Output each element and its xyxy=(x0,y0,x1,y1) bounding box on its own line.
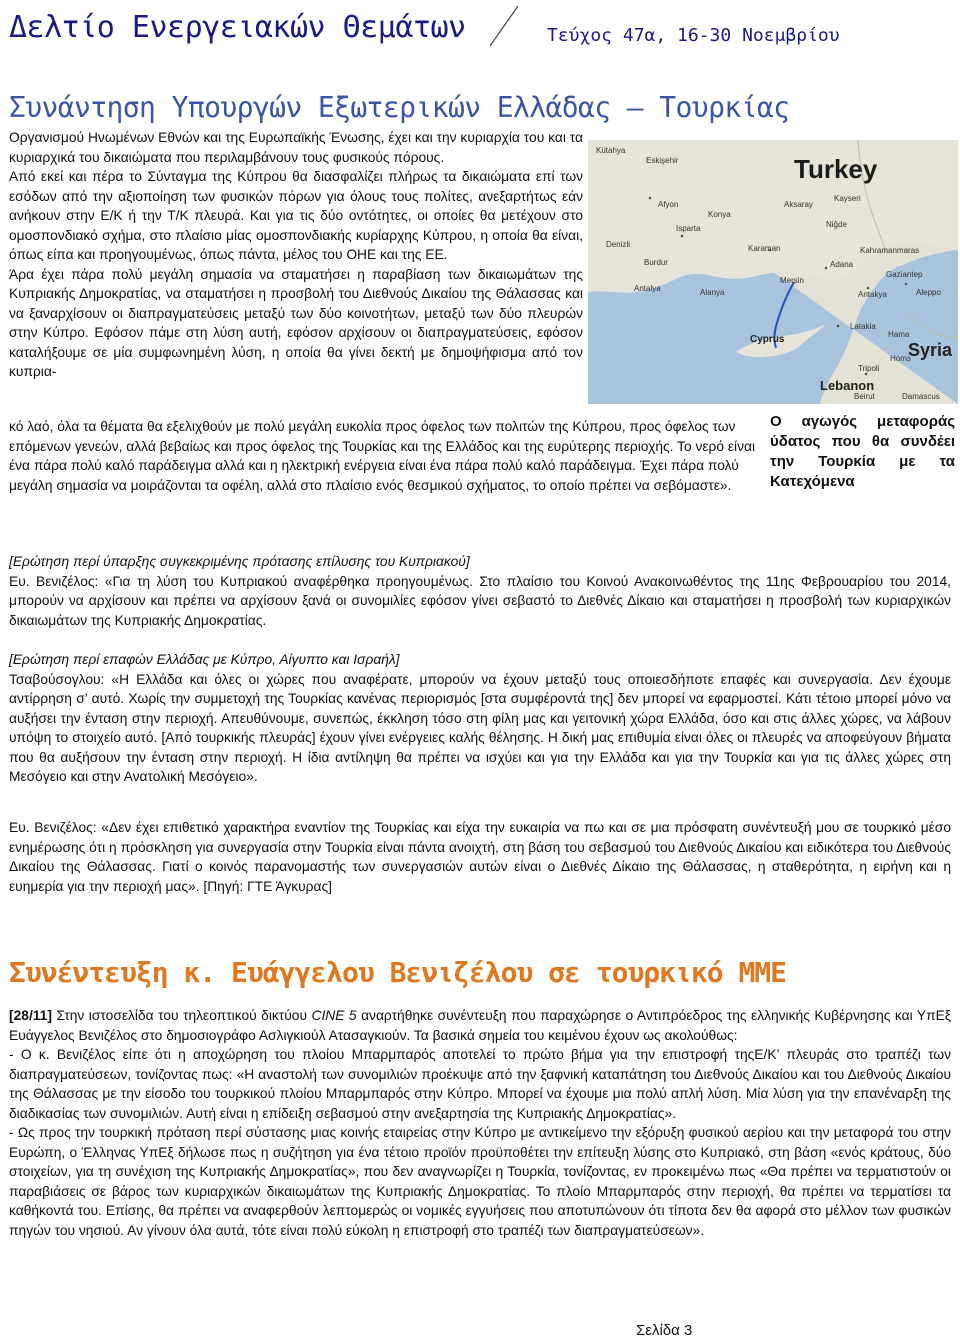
map-caption: Ο αγωγός μεταφοράς ύδατος που θα συνδέει την Τουρκία με τα Κατεχόμενα xyxy=(770,413,955,490)
map-label: Denizli xyxy=(606,240,631,249)
paragraph: Ευ. Βενιζέλος: «Για τη λύση του Κυπριακού αναφέρθηκα προηγουμένως. Στο πλαίσιο του Κοινού Ανακοινωθέντος της 11ης Φεβρουαρίου του 2014, μπορούν να αρχίσουν και πρέπει να αρχίσουν ξανά οι συνομιλίες εφόσον γίνει σεβαστό το Διεθνές Δίκαιο και σταματήσει η προσβολή των κυριαρχικών δικαιωμάτων της Κυπριακής Δημοκρατίας. xyxy=(9,573,951,628)
paragraph: Ευ. Βενιζέλος: «Δεν έχει επιθετικό χαρακτήρα εναντίον της Τουρκίας και είχα την ευκαιρία να πω και σε μια πρόσφατη συνέντευξή μου σε τουρκικό μέσο ενημέρωσης ότι η πρόσκληση για συνεργασία στην Τουρκία είναι πάντα ανοιχτή, στη βάση του σεβασμού του Διεθνούς Δικαίου και ειδικότερα του Διεθνούς Δικαίου της Θάλασσας. Γιατί ο κοινός παρανομαστής των συνεργασιών αυτών είναι ο Διεθνές Δίκαιο της Θάλασσας, η σταθερότητα, η ειρήνη και η ευημερία για την περιοχή μας». [Πηγή: ΓΤΕ Άγκυρας] xyxy=(9,820,951,894)
map-label: Adana xyxy=(830,260,854,269)
paragraph: - Ο κ. Βενιζέλος είπε ότι η αποχώρηση του πλοίου Μπαρμπαρός αποτελεί το πρώτο βήμα για την επιστροφή τηςΕ/Κ’ πλευράς στο τραπέζι των διαπραγματεύσεων, τονίζοντας πως: «Η αναστολή των συνομιλιών προέκυψε από την ξαφνική καταπάτηση του Διεθνούς Δικαίου και του Διεθνούς Δικαίου της Θάλασσας με την είσοδο του τουρκικού πλοίου Μπαρμπαρός στην Κύπρο. Μπορεί να έχουμε μια πολύ απλή λύση. Μία λύση για την επανέναρξη της διαδικασίας των συνομιλιών. Αυτή είναι η επίδειξη σεβασμού στην ανεξαρτησία της Κυπριακής Δημοκρατίας». xyxy=(9,1047,951,1121)
paragraph xyxy=(9,1006,951,1045)
header-divider-slash xyxy=(484,4,524,48)
map-label: Konya xyxy=(708,210,731,219)
intro-text: Στην ιστοσελίδα του τηλεοπτικού δικτύου xyxy=(51,1008,312,1023)
paragraph: Τσαβούσογλου: «Η Ελλάδα και όλες οι χώρες που αναφέρατε, μπορούν να έχουν μεταξύ τους οποιεσδήποτε επαφές και συνεργασία. Δεν έχουμε αντίρρηση σ’ αυτό. Χωρίς την συμμετοχή της Τουρκίας κανένας περιορισμός [στα συμφέροντά της] δεν μπορεί να εφαρμοστεί. Κάτι τέτοιο μπορεί μόνο να αυξήσει την ένταση στην περιοχή. Απευθύνουμε, συνεπώς, έκκληση τόσο στη φίλη μας και γειτονική χώρα Ελλάδα, όσο και στις άλλες χώρες, να λάβουν υπόψη το στοιχείο αυτό. [Από τουρκικής πλευράς] έχουν γίνει ενέργειες καλής θέλησης. Η δική μας επιθυμία είναι όλες οι πλευρές να αποφεύγουν βήματα που θα αυξήσουν την ένταση στην περιοχή. Η ίδια αντίληψη θα πρέπει να ισχύει και για την Ελλάδα και για την Τουρκία και για τις άλλες χώρες στη Μεσόγειο και στην Ανατολική Μεσόγειο». xyxy=(9,671,951,784)
map-label: Tripoli xyxy=(858,364,880,373)
map-label: Homs xyxy=(890,354,911,363)
question-block-2 xyxy=(9,650,951,787)
question-block-1 xyxy=(9,552,951,630)
question-heading: [Ερώτηση περί ύπαρξης συγκεκριμένης πρότασης επίλυσης του Κυπριακού] xyxy=(9,554,470,569)
pipeline-map xyxy=(588,140,958,404)
map-label: Alanya xyxy=(700,288,725,297)
map-label-syria: Syria xyxy=(908,340,953,360)
issue-label: Τεύχος 47α, 16-30 Νοεμβρίου xyxy=(547,25,840,46)
date-label: [28/11] xyxy=(9,1008,52,1023)
map-label: Kütahya xyxy=(596,146,626,155)
section-title-interview: Συνέντευξη κ. Ευάγγελου Βενιζέλου σε τουρκικό ΜΜΕ xyxy=(9,956,787,989)
section-title-meeting: Συνάντηση Υπουργών Εξωτερικών Ελλάδας – Τουρκίας xyxy=(9,91,790,124)
map-label: Hama xyxy=(888,330,910,339)
map-label-turkey: Turkey xyxy=(794,154,878,184)
section1-text-continued xyxy=(9,417,761,495)
newsletter-title: Δελτίο Ενεργειακών Θεμάτων xyxy=(9,10,466,45)
channel-name: CINE 5 xyxy=(311,1008,357,1023)
map-label: Aleppo xyxy=(916,288,941,297)
paragraph: - Ως προς την τουρκική πρόταση περί σύστασης μιας κοινής εταιρείας στην Κύπρο με αντικείμενο την εξόρυξη φυσικού αερίου και την μεταφορά του στην Ευρώπη, ο Έλληνας ΥπΕξ δήλωσε πως η συζήτηση για ένα τέτοιο προϊόν προϋποθέτει την επίτευξη λύσης στο Κυπριακό, στη βάση «ενός κράτους, δύο στοιχείων, για τη συνέχιση της Κυπριακής Δημοκρατίας», που δεν αναγνωρίζει η Τουρκία, τονίζοντας, εν προκειμένω πως «Θα πρέπει να τερματιστούν οι παραβιάσεις σε βάρος των κυριαρχικών δικαιωμάτων της Κυπριακής Δημοκρατίας. Το πλοίο Μπαρμπαρός στην περιοχή, θα πρέπει να τερματίσει τα καθήκοντά του. Επίσης, θα πρέπει να αναφερθούν λεπτομερώς οι νομικές εγγυήσεις που αποτυπώνουν ότι τίποτα δεν θα αφορά στο μέλλον των φυσικών πηγών του νησιού. Αν γίνουν όλα αυτά, τότε είναι πολύ εύκολη η επιστροφή στο τραπέζι των διαπραγματεύσεων». xyxy=(9,1125,951,1238)
map-label: Beirut xyxy=(854,392,875,401)
paragraph: Άρα έχει πάρα πολύ μεγάλη σημασία να σταματήσει η παραβίαση των δικαιωμάτων της Κυπριακής Δημοκρατίας, να σταματήσει η προσβολή του Διεθνούς Δικαίου της Θάλασσας και να ξαναρχίσουν οι διαπραγματεύσεις μεταξύ των δύο κοινοτήτων, μεταξύ των δύο πλευρών στην Κύπρο. Εφόσον πάμε στη λύση αυτή, εφόσον αρχίσουν οι διαπραγματεύσεις, εφόσον καταλήξουμε σε μία συμφωνημένη λύση, η οποία θα γίνει δεκτή με δημοψήφισμα από τον κυπρια- xyxy=(9,266,583,379)
map-label: Gaziantep xyxy=(886,270,923,279)
map-label: Isparta xyxy=(676,224,701,233)
intro-text: αναρτήθηκε συνέντευξη που παραχώρησε ο Αντιπρόεδρος της ελληνικής Κυβέρνησης και ΥπΕξ Ευάγγελος Βενιζέλος στο δημοσιογράφο Ασλιγκιούλ Ατασαγκιούν. Τα βασικά σημεία του κειμένου έχουν ως ακολούθως: xyxy=(9,1008,951,1043)
reply-block xyxy=(9,818,951,896)
paragraph: Από εκεί και πέρα το Σύνταγμα της Κύπρου θα διασφαλίζει πλήρως τα δικαιώματα επί των εσόδων από την αξιοποίηση των φυσικών πόρων για όλους τους πολίτες, ανεξαρτήτως εάν ανήκουν στην Ε/Κ ή την Τ/Κ πλευρά. Και για τις δύο οντότητες, οι οποίες θα μετέχουν στο ομοσπονδιακό σχήμα, στο πλαίσιο μίας ομοσπονδιακής κυρίαρχης Κύπρου, η οποία θα είναι, όπως είπα και προηγουμένως, όπως πάντα, μέλος του ΟΗΕ και της ΕΕ. xyxy=(9,169,583,262)
map-label: Aksaray xyxy=(784,200,813,209)
map-label: Antakya xyxy=(858,290,887,299)
map-label: Kayseri xyxy=(834,194,861,203)
page-header xyxy=(0,0,960,62)
page-number: Σελίδα 3 xyxy=(636,1322,693,1339)
map-label: Damascus xyxy=(902,392,940,401)
map-label: Karaman xyxy=(748,244,781,253)
map-label: Burdur xyxy=(644,258,669,267)
section1-text xyxy=(9,128,583,382)
question-heading: [Ερώτηση περί επαφών Ελλάδας με Κύπρο, Αίγυπτο και Ισραήλ] xyxy=(9,652,400,667)
map-label-cyprus: Cyprus xyxy=(750,334,785,345)
map-label: Antalya xyxy=(634,284,661,293)
map-label: Niğde xyxy=(826,220,847,229)
map-label: Latakia xyxy=(850,322,876,331)
map-label: Kahramanmaras xyxy=(860,246,920,255)
paragraph: Οργανισμού Ηνωμένων Εθνών και της Ευρωπαϊκής Ένωσης, έχει και την κυριαρχία του και τα κυριαρχικά του δικαιώματα που περιλαμβάνουν τους φυσικούς πόρους. xyxy=(9,130,583,165)
section2-text xyxy=(9,1006,951,1240)
map-label: Eskişehir xyxy=(646,156,679,165)
map-label-lebanon: Lebanon xyxy=(820,378,875,393)
map-label: Mersin xyxy=(780,276,805,285)
map-label: Afyon xyxy=(658,200,679,209)
paragraph: κό λαό, όλα τα θέματα θα εξελιχθούν με πολύ μεγάλη ευκολία προς όφελος των πολιτών της Κύπρου, προς όφελος των επόμενων γενεών, αλλά βεβαίως και προς όφελος της Τουρκίας και της Ελλάδος και της ευρύτερης περιοχής. Το νερό είναι ένα πάρα πολύ καλό παράδειγμα αλλά και η ηλεκτρική ενέργεια είναι ένα πάρα πολύ καλό παράδειγμα. Έχει πάρα πολύ μεγάλη σημασία να μοιράζονται τα οφέλη, αλλά στο πλαίσιο ενός θεσμικού σχήματος, το οποίο πρέπει να σεβόμαστε». xyxy=(9,419,756,493)
